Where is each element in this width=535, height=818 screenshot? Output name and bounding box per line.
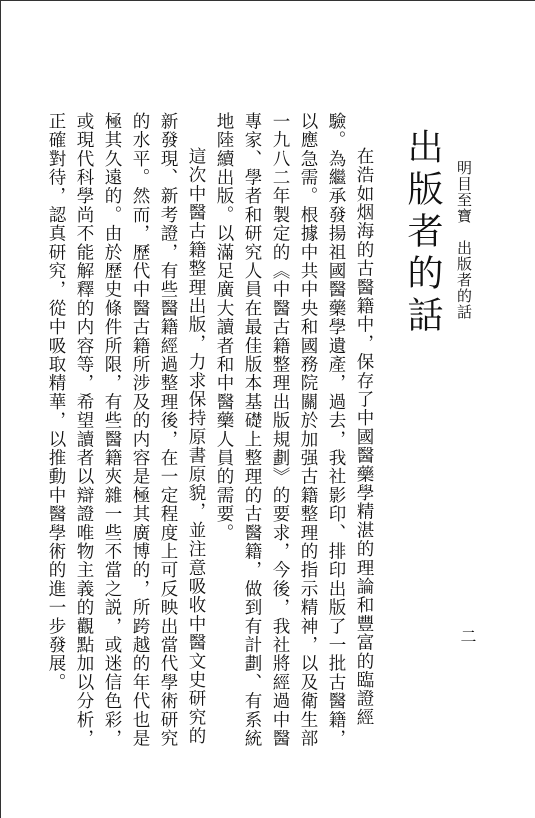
page-title: 出版者的話 [402,128,443,338]
page-border-top [0,0,535,1]
running-header: 明目至寶 出版者的話 [455,160,473,320]
body-text [42,112,378,758]
page-border-left [0,0,1,818]
paragraph-2: 這次中醫古籍整理出版，力求保持原書原貌，並注意吸收中醫文史研究的新發現、新考證，有些醫籍經過整理後，在一定程度上可反映出當代學術研究的水平。然而，歷代中醫古籍所涉及的内容是極其廣博的，所跨越的年代也是極其久遠的。由於歷史條件所限，有些醫籍夾雜一些不當之説，或迷信色彩，或現代科學尚不能解釋的内容等，希望讀者以辯證唯物主義的觀點加以分析，正確對待，認真研究，從中吸取精華，以推動中醫學術的進一步發展。 [46,112,206,748]
paragraph-1: 在浩如烟海的古醫籍中，保存了中國醫藥學精湛的理論和豐富的臨證經驗。為繼承發揚祖國醫藥學遺產，過去，我社影印、排印出版了一批古醫籍，以應急需。根據中共中央和國務院關於加强古籍整理的指示精神，以及衛生部一九八二年製定的《中醫古籍整理出版規劃》的要求，今後，我社將經過中醫專家、學者和研究人員在最佳版本基礎上整理的古醫籍，做到有計劃、有系統地陸續出版。以滿足廣大讀者和中醫藥人員的需要。 [214,112,374,748]
page-number: 二 [458,628,477,644]
